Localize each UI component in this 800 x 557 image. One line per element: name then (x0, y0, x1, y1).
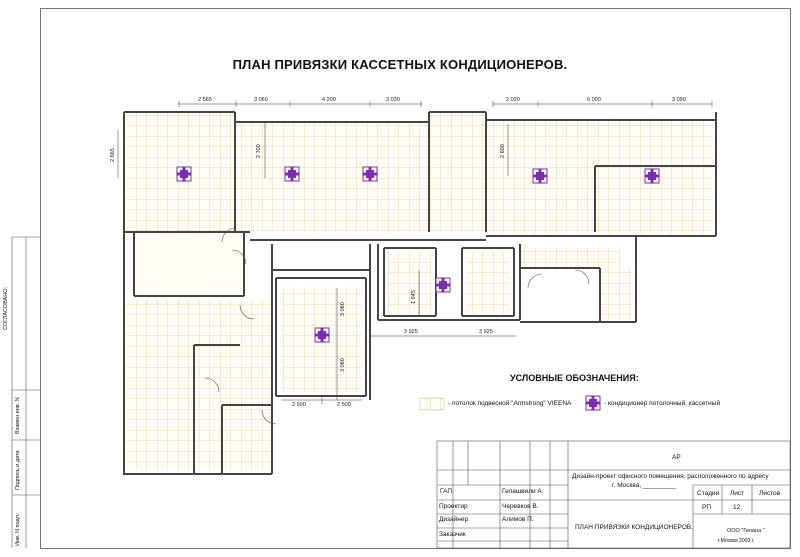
dim-top-4: 3 030 (386, 97, 400, 103)
ac-unit-3 (363, 167, 377, 181)
tb-role-gap: ГАП (440, 488, 453, 495)
drawing-title: ПЛАН ПРИВЯЗКИ КАССЕТНЫХ КОНДИЦИОНЕРОВ. (232, 57, 568, 72)
tb-name-gap: Гелашвили А. (502, 488, 544, 495)
tb-role-design: Дизайнер (439, 516, 469, 523)
side-sign-date: Подпись и дата (15, 450, 21, 490)
dim-v-center-upper: 3 080 (340, 302, 346, 316)
dim-top-7: 3 090 (672, 97, 686, 103)
tb-name-project: Черевков В. (502, 503, 539, 510)
dim-h-3925-a: 3 925 (404, 329, 418, 335)
side-agreed: СОГЛАСОВАНО: (3, 286, 9, 330)
tb-name-design: Алимов П. (502, 516, 534, 523)
dim-v-right: 2 600 (500, 144, 506, 158)
tb-role-project: Проектир (439, 503, 468, 510)
tb-company: ООО "Гелана " (727, 528, 765, 534)
dim-top-1: 2 565 (198, 97, 212, 103)
ac-unit-6 (436, 278, 450, 292)
dim-bottom-b: 2 500 (337, 402, 351, 408)
tb-sheets-header: Листов (759, 490, 781, 497)
side-replace: Взамен инв. N (15, 397, 21, 434)
dim-bottom-a: 2 500 (292, 402, 306, 408)
dim-v-left: 2 665 (110, 148, 116, 162)
tb-code: АР (672, 454, 681, 461)
ac-unit-2 (285, 167, 299, 181)
ac-unit-7 (315, 328, 329, 342)
ac-unit-1 (177, 167, 191, 181)
dim-top-5: 2 020 (506, 97, 520, 103)
tb-sheet-title: ПЛАН ПРИВЯЗКИ КОНДИЦИОНЕРОВ. (575, 524, 693, 531)
tb-role-customer: Заказчик (439, 531, 466, 538)
dim-v-1945: 1 945 (411, 290, 417, 304)
tb-description-2: г. Москва, _________ (612, 482, 676, 489)
side-inv-original: Инв. N подл. (15, 513, 21, 546)
ac-unit-5 (645, 169, 659, 183)
tb-description-1: Дизайн-проект офисного помещения, расположенного по адресу (572, 473, 769, 480)
tb-sheet-value: 12 (733, 504, 741, 511)
tb-stage-header: Стадия (697, 490, 720, 497)
dim-v-center-lower: 3 080 (340, 358, 346, 372)
legend-ceiling: - потолок подвесной "Armstrong" VIEENA (448, 400, 572, 407)
dim-top-3: 4 200 (322, 97, 336, 103)
dim-v-mid: 2 700 (256, 144, 262, 158)
side-stamp (12, 237, 40, 548)
ac-unit-4 (533, 169, 547, 183)
dim-h-3925-b: 3 925 (479, 329, 493, 335)
tb-sheet-header: Лист (730, 490, 745, 497)
tb-stage-value: РП (702, 504, 712, 511)
dim-top-2: 3 060 (254, 97, 268, 103)
legend-conditioner: - кондиционер потолочный, кассетный (604, 400, 721, 407)
dim-top-6: 6 000 (587, 97, 601, 103)
legend-title: УСЛОВНЫЕ ОБОЗНАЧЕНИЯ: (510, 373, 639, 383)
tb-company-city: г.Москва 2009 г. (718, 538, 755, 544)
